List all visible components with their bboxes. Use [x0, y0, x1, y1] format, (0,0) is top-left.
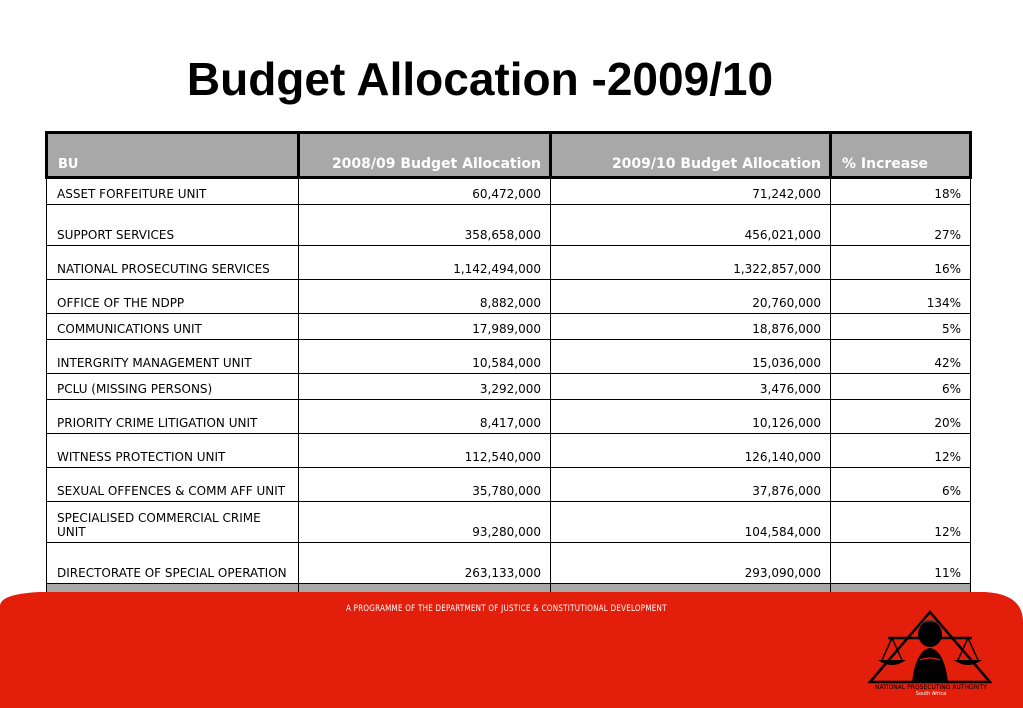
cell-budget-2008-09: 263,133,000 — [299, 543, 551, 584]
cell-budget-2009-10: 104,584,000 — [551, 502, 831, 543]
column-header-bu: BU — [47, 133, 299, 178]
emblem-subtitle: South Africa — [915, 691, 947, 697]
cell-bu: ASSET FORFEITURE UNIT — [47, 178, 299, 205]
cell-bu: PCLU (MISSING PERSONS) — [47, 374, 299, 400]
column-header-increase: % Increase — [831, 133, 971, 178]
cell-budget-2009-10: 10,126,000 — [551, 400, 831, 434]
cell-increase: 12% — [831, 502, 971, 543]
cell-budget-2008-09: 17,989,000 — [299, 314, 551, 340]
cell-budget-2009-10: 15,036,000 — [551, 340, 831, 374]
table-row — [47, 434, 971, 468]
emblem-caption — [864, 684, 998, 698]
table-row — [47, 205, 971, 246]
cell-increase: 27% — [831, 205, 971, 246]
cell-budget-2009-10: 293,090,000 — [551, 543, 831, 584]
cell-bu: NATIONAL PROSECUTING SERVICES — [47, 246, 299, 280]
cell-bu: INTERGRITY MANAGEMENT UNIT — [47, 340, 299, 374]
cell-budget-2009-10: 3,476,000 — [551, 374, 831, 400]
cell-increase: 11% — [831, 543, 971, 584]
cell-budget-2008-09: 35,780,000 — [299, 468, 551, 502]
cell-bu: SPECIALISED COMMERCIAL CRIME UNIT — [47, 502, 299, 543]
cell-increase: 6% — [831, 468, 971, 502]
emblem-title: NATIONAL PROSECUTING AUTHORITY — [875, 684, 987, 691]
cell-budget-2008-09: 93,280,000 — [299, 502, 551, 543]
cell-budget-2009-10: 18,876,000 — [551, 314, 831, 340]
cell-increase: 134% — [831, 280, 971, 314]
table-row — [47, 543, 971, 584]
table-row — [47, 246, 971, 280]
column-header-2008-09: 2008/09 Budget Allocation — [299, 133, 551, 178]
column-header-2009-10: 2009/10 Budget Allocation — [551, 133, 831, 178]
cell-budget-2009-10: 456,021,000 — [551, 205, 831, 246]
cell-increase: 5% — [831, 314, 971, 340]
budget-table — [45, 131, 972, 611]
table-header-row — [47, 133, 971, 178]
cell-budget-2008-09: 358,658,000 — [299, 205, 551, 246]
cell-budget-2008-09: 10,584,000 — [299, 340, 551, 374]
cell-increase: 42% — [831, 340, 971, 374]
cell-budget-2008-09: 1,142,494,000 — [299, 246, 551, 280]
cell-bu: PRIORITY CRIME LITIGATION UNIT — [47, 400, 299, 434]
cell-budget-2008-09: 3,292,000 — [299, 374, 551, 400]
cell-budget-2008-09: 60,472,000 — [299, 178, 551, 205]
cell-bu: SEXUAL OFFENCES & COMM AFF UNIT — [47, 468, 299, 502]
table-row — [47, 374, 971, 400]
cell-bu: OFFICE OF THE NDPP — [47, 280, 299, 314]
cell-budget-2008-09: 112,540,000 — [299, 434, 551, 468]
cell-increase: 16% — [831, 246, 971, 280]
cell-budget-2009-10: 37,876,000 — [551, 468, 831, 502]
budget-table-container — [45, 131, 969, 611]
cell-bu: DIRECTORATE OF SPECIAL OPERATION — [47, 543, 299, 584]
table-row — [47, 502, 971, 543]
cell-increase: 20% — [831, 400, 971, 434]
page-title: Budget Allocation -2009/10 — [186, 53, 774, 105]
cell-increase: 12% — [831, 434, 971, 468]
cell-budget-2009-10: 20,760,000 — [551, 280, 831, 314]
cell-bu: SUPPORT SERVICES — [47, 205, 299, 246]
cell-budget-2009-10: 71,242,000 — [551, 178, 831, 205]
cell-budget-2008-09: 8,417,000 — [299, 400, 551, 434]
table-row — [47, 280, 971, 314]
programme-tagline: A PROGRAMME OF THE DEPARTMENT OF JUSTICE & CONSTITUTIONAL DEVELOPMENT — [346, 604, 667, 614]
cell-budget-2009-10: 1,322,857,000 — [551, 246, 831, 280]
cell-bu: WITNESS PROTECTION UNIT — [47, 434, 299, 468]
table-row — [47, 340, 971, 374]
cell-increase: 6% — [831, 374, 971, 400]
table-row — [47, 178, 971, 205]
cell-budget-2009-10: 126,140,000 — [551, 434, 831, 468]
table-row — [47, 314, 971, 340]
table-row — [47, 468, 971, 502]
cell-budget-2008-09: 8,882,000 — [299, 280, 551, 314]
table-row — [47, 400, 971, 434]
cell-bu: COMMUNICATIONS UNIT — [47, 314, 299, 340]
cell-increase: 18% — [831, 178, 971, 205]
